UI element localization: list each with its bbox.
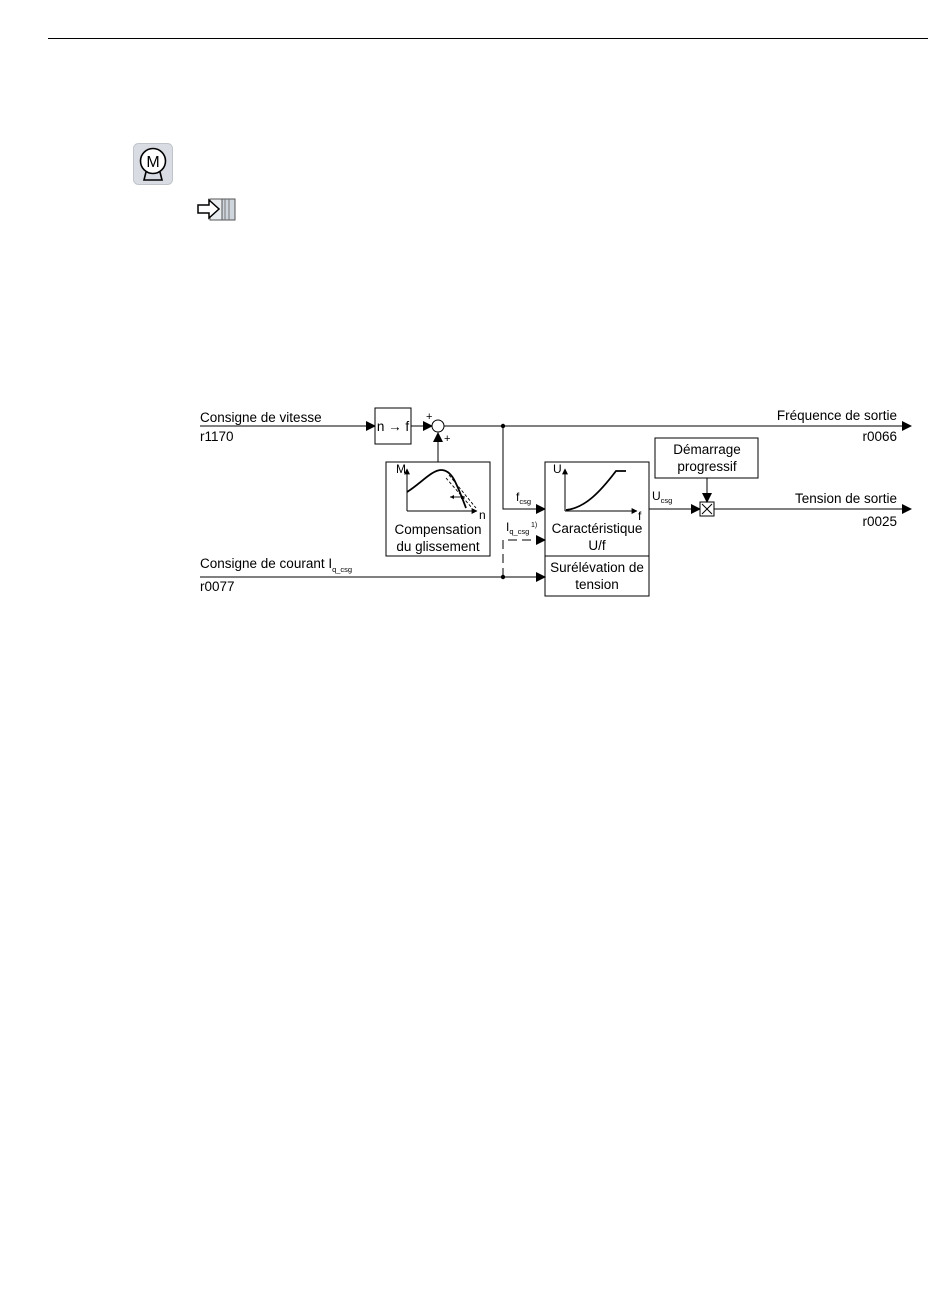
speed-setpoint-param: r1170 — [200, 429, 234, 444]
frequency-output-label: Fréquence de sortie — [776, 408, 897, 423]
current-setpoint-param: r0077 — [200, 579, 235, 594]
slip-axis-n: n — [479, 508, 486, 522]
uf-axis-f: f — [638, 509, 642, 523]
soft-start-label-1: Démarrage — [673, 442, 741, 457]
speed-setpoint-label: Consigne de vitesse — [200, 410, 322, 425]
sum-plus-bottom: + — [444, 433, 451, 445]
voltage-boost-label-1: Surélévation de — [550, 560, 644, 575]
soft-start-label-2: progressif — [677, 459, 737, 474]
iq-csg-label: $I_{q\_csg}$ — [506, 520, 530, 536]
voltage-output-label: Tension de sortie — [794, 491, 897, 506]
uf-characteristic-label-2: U/f — [588, 538, 606, 553]
summation-node — [432, 420, 444, 432]
frequency-output-param: r0066 — [862, 429, 897, 444]
n-to-f-label: n → f — [376, 419, 410, 434]
footnote-1-marker: 1) — [531, 522, 538, 529]
slip-axis-m: M — [396, 462, 406, 476]
current-setpoint-label: Consigne de courant $I_{q\_csg}$ — [200, 556, 353, 574]
u-csg-label: $U_{csg}$ — [652, 489, 673, 505]
svg-text:M: M — [146, 154, 160, 171]
voltage-output-param: r0025 — [862, 514, 897, 529]
uf-characteristic-label-1: Caractéristique — [551, 521, 643, 536]
f-csg-label: $f_{csg}$ — [516, 490, 532, 506]
uf-axis-u: U — [553, 462, 562, 476]
iq-csg-dashed-line — [503, 540, 545, 577]
slip-compensation-label-1: Compensation — [394, 522, 482, 537]
sum-plus-top: + — [426, 411, 433, 423]
voltage-boost-label-2: tension — [575, 577, 619, 592]
slip-compensation-label-2: du glissement — [396, 539, 480, 554]
